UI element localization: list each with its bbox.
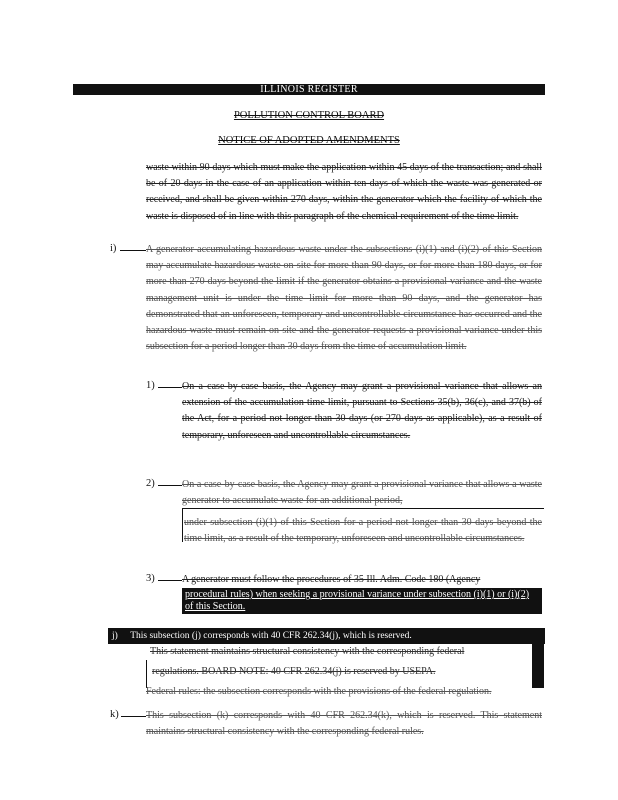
sub2b-paragraph: under subsection (i)(1) of this Section for a period not longer than 30 days beyond the time limit, as a result of the temporary, unforeseen and uncontrollable circumstances. (184, 517, 542, 545)
sub3-rule (158, 580, 182, 581)
sub3-label: 3) (146, 573, 155, 584)
notice-heading: NOTICE OF ADOPTED AMENDMENTS (218, 135, 400, 146)
item-j-label: j) (112, 631, 118, 641)
sub2-label: 2) (146, 478, 155, 489)
item-i-paragraph: A generator accumulating hazardous waste under the subsections (i)(1) and (i)(2) of this Section may accumulate hazardous waste on-site for more than 90 days, or for more than 180 days, or for more than 270 days beyond the limit if the generator obtains a provisional variance and the waste management unit is under the time limit for more than 90 days, and the generator has demonstrated that an unforeseen, temporary and uncontrollable circumstance has occurred and the hazardous waste must remain on-site and the generator requests a provisional variance under this subsection for a period longer than 30 days from the time of accumulation limit. (146, 244, 542, 353)
item-j-line3: regulations. BOARD NOTE: 40 CFR 262.34(j) is reserved by USEPA. (148, 664, 532, 680)
sub3b-highlight: procedural rules) when seeking a provisional variance under subsection (i)(1) or (i)(2) of this Section. (182, 588, 542, 614)
item-i-label: i) (110, 243, 117, 254)
sub2-frame-left (182, 508, 183, 542)
sub1-label: 1) (146, 380, 155, 391)
item-j-line2: This statement maintains structural consistency with the corresponding federal (146, 644, 532, 660)
intro-paragraph: waste within 90 days which must make the application within 45 days of the transaction; and shall be of 20 days in the case of an application within ten days of which the waste was generated or received, and shall be given within 270 days, within the generator which the facility of which the waste is disposed of in line with this paragraph of the chemical requirement of the time limit. (146, 162, 542, 222)
item-j-line1: This subsection (j) corresponds with 40 CFR 262.34(j), which is reserved. (130, 631, 412, 641)
sub2a-paragraph: On a case-by-case basis, the Agency may grant a provisional variance that allows a waste generator to accumulate waste for an additional period, (182, 479, 542, 507)
item-j-line4: Federal rules: the subsection corresponds with the provisions of the federal regulation. (146, 686, 492, 697)
item-j-banner (108, 628, 545, 644)
item-j-frame-right (532, 644, 544, 688)
item-k-label: k) (110, 709, 119, 720)
item-k-paragraph: This subsection (k) corresponds with 40 CFR 262.34(k), which is reserved. This statement maintains structural consistency with the corresponding federal rules. (146, 710, 542, 738)
item-i-rule (120, 250, 146, 251)
item-k-rule (121, 716, 146, 717)
sub1-rule (158, 387, 182, 388)
board-heading: POLLUTION CONTROL BOARD (233, 110, 385, 121)
sub3a-paragraph: A generator must follow the procedures of 35 Ill. Adm. Code 180 (Agency (182, 574, 481, 585)
sub2-rule (158, 485, 182, 486)
register-banner: ILLINOIS REGISTER (73, 84, 545, 95)
sub2-frame-top (182, 508, 544, 509)
sub1-paragraph: On a case-by-case basis, the Agency may grant a provisional variance that allows an extension of the accumulation time limit, pursuant to Sections 35(b), 36(c), and 37(b) of the Act, for a period not longer than 30 days (or 270 days as applicable), as a result of temporary, unforeseen and uncontrollable circumstances. (182, 381, 542, 441)
